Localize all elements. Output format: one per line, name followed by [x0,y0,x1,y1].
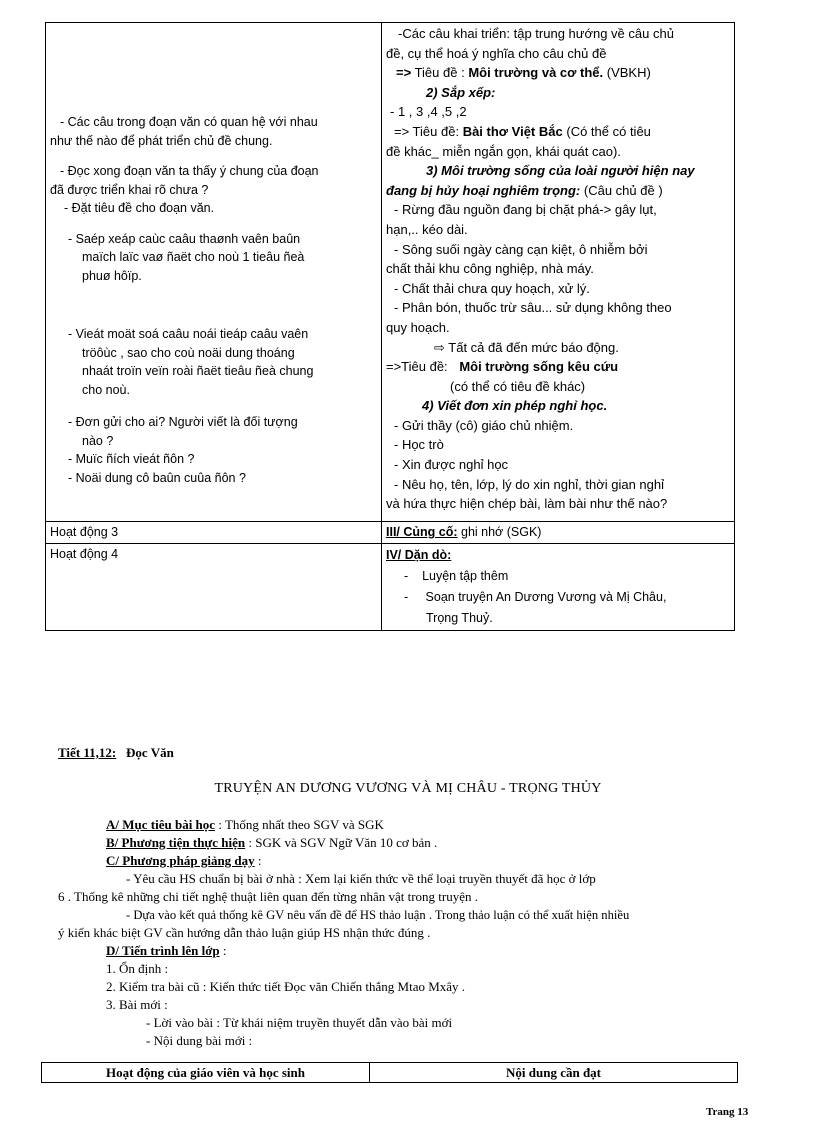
list-item-text: Luyện tập thêm [422,568,509,583]
method-label: C/ Phương pháp giảng dạy [106,853,255,868]
objective-label: A/ Mục tiêu bài học [106,817,216,832]
text-line: (có thể có tiêu đề khác) [450,378,586,394]
text-line: cho noù. [82,382,130,397]
label-text: => Tiêu đề: [394,123,460,139]
text-line: - Saép xeáp caùc caâu thaønh vaên baûn [68,231,301,246]
text-line: đề khác_ miễn ngắn gọn, khái quát cao). [386,143,621,159]
section-heading: 3) Môi trường sống của loài người hiện nay [426,163,695,179]
list-item: - Luyện tập thêm [404,568,509,583]
text-line: - Gửi thầy (cô) giáo chủ nhiệm. [394,417,574,433]
list-item: - Soạn truyện An Dương Vương và Mị Châu, [404,589,667,604]
text-line: - Sông suối ngày càng cạn kiệt, ô nhiễm bởi [394,241,648,257]
text-line: ⇨ Tất cả đã đến mức báo động. [434,339,619,355]
arrow-text: => [396,65,412,81]
text-line: - Đọc xong đoạn văn ta thấy ý chung của đoạn [60,164,319,178]
text-line: -Các câu khai triển: tập trung hướng về câu chủ [398,26,674,41]
text-line: - Vieát moät soá caâu noái tieáp caâu vaên [68,327,309,341]
text-line: chất thải khu công nghiệp, nhà máy. [386,261,594,277]
process-step: 3. Bài mới : [106,997,168,1012]
text-line: - Rừng đầu nguồn đang bị chặt phá-> gây lụt, [394,202,657,218]
section-heading: 2) Sắp xếp: [426,84,496,100]
text-line: và hứa thực hiện chép bài, làm bài như thế nào? [386,496,668,512]
objective-text: : Thống nhất theo SGV và SGK [215,817,384,832]
process-label: D/ Tiến trình lên lớp [106,943,220,958]
text-line: - 1 , 3 ,4 ,5 ,2 [390,104,467,120]
column-header-content: Nội dung cần đạt [370,1063,738,1083]
means-label: B/ Phương tiện thực hiện [106,835,246,850]
process-text: : [219,943,227,958]
text-line: như thế nào để phát triển chủ đề chung. [50,133,273,148]
section-label: IV/ Dặn dò: [386,547,452,562]
text-line: - Noäi dung cô baûn cuûa ñôn ? [68,470,246,485]
list-item-text: Trọng Thuỷ. [426,610,493,625]
method-item-cont: 6 . Thống kê những chi tiết nghệ thuật liên quan đến từng nhân vật trong truyện . [58,889,479,904]
text-line: nào ? [82,433,114,448]
text-line: nhaát troïn veïn roài ñaët tieâu ñeà chung [82,364,314,378]
lesson-table-header [41,1062,738,1083]
text-line: đề, cụ thể hoá ý nghĩa cho câu chủ đề [386,45,607,61]
note-text: (Câu chủ đề ) [583,182,663,198]
method-item-cont: ý kiến khác biệt GV cần hướng dẫn thảo luận giúp HS nhận thức đúng . [58,925,431,940]
text-line: - Muïc ñích vieát ñôn ? [68,452,195,466]
process-substep: - Nội dung bài mới : [146,1033,253,1048]
title-text: Môi trường và cơ thể. [468,65,604,81]
column-header-activity: Hoạt động của giáo viên và học sinh [42,1063,370,1083]
table-row [42,1063,738,1083]
text-line: phuø hôïp. [82,268,142,283]
process-step: 1. Ổn định : [106,961,169,976]
activity-4-cell: Hoạt động 4 [46,543,382,630]
section-label: III/ Củng cố: [386,525,458,539]
method-item: - Dựa vào kết quả thống kê GV nêu vấn đề để HS thảo luận . Trong thảo luận có thể xuất hiện nhiều [126,908,630,922]
text-line: - Đặt tiêu đề cho đoạn văn. [64,201,215,215]
text-line: maïch laïc vaø ñaët cho noù 1 tieâu ñeà [82,250,305,264]
lesson-heading [58,744,174,762]
text-line: - Học trò [394,437,444,453]
note-text: (VBKH) [606,65,651,81]
label-text: =>Tiêu đề: [386,359,448,375]
text-line: - Các câu trong đoạn văn có quan hệ với nhau [60,115,318,129]
section-heading: 4) Viết đơn xin phép nghỉ học. [422,398,608,414]
note-text: (Có thể có tiêu [566,123,651,139]
lesson-subject: Đọc Văn [126,745,174,760]
text-line: tröôùc , sao cho coù noäi dung thoáng [82,345,295,360]
label-text: Tiêu đề : [414,65,465,81]
text-line: - Xin được nghỉ học [394,457,509,473]
method-line [106,852,262,870]
process-step: 2. Kiểm tra bài cũ : Kiến thức tiết Đọc văn Chiến thắng Mtao Mxây . [106,979,466,994]
method-text: : [254,853,262,868]
text-line: - Phân bón, thuốc trừ sâu... sử dụng không theo [394,300,672,316]
means-line [106,834,437,852]
section-text: ghi nhớ (SGK) [457,525,542,539]
page-number: Trang 13 [706,1106,749,1118]
heading-text: đang bị hủy hoại nghiêm trọng: [386,182,581,198]
page-title: TRUYỆN AN DƯƠNG VƯƠNG VÀ MỊ CHÂU - TRỌNG THỦY [214,781,602,796]
process-substep: - Lời vào bài : Từ khái niệm truyền thuyết dẫn vào bài mới [146,1015,453,1030]
text-line: - Đơn gửi cho ai? Người viết là đối tượng [68,415,298,429]
means-text: : SGK và SGV Ngữ Văn 10 cơ bản . [245,835,438,850]
objective-line [106,816,384,834]
text-line: - Nêu họ, tên, lớp, lý do xin nghỉ, thời gian nghỉ [394,476,664,492]
process-line [106,942,227,960]
text-line: hạn,.. kéo dài. [386,221,468,237]
text-line: quy hoạch. [386,319,450,335]
text-line: - Chất thải chưa quy hoạch, xử lý. [394,280,590,296]
list-item-text: Soạn truyện An Dương Vương và Mị Châu, [425,589,667,604]
lesson-number: Tiết 11,12: [58,745,117,760]
text-line: đã được triển khai rõ chưa ? [50,182,209,197]
title-text: Môi trường sống kêu cứu [459,359,619,375]
title-text: Bài thơ Việt Bắc [462,123,563,139]
method-item: - Yêu cầu HS chuẩn bị bài ở nhà : Xem lại kiến thức về thể loại truyền thuyết đã học ở lớp [126,871,596,886]
activity-3-cell: Hoạt động 3 [46,522,382,544]
